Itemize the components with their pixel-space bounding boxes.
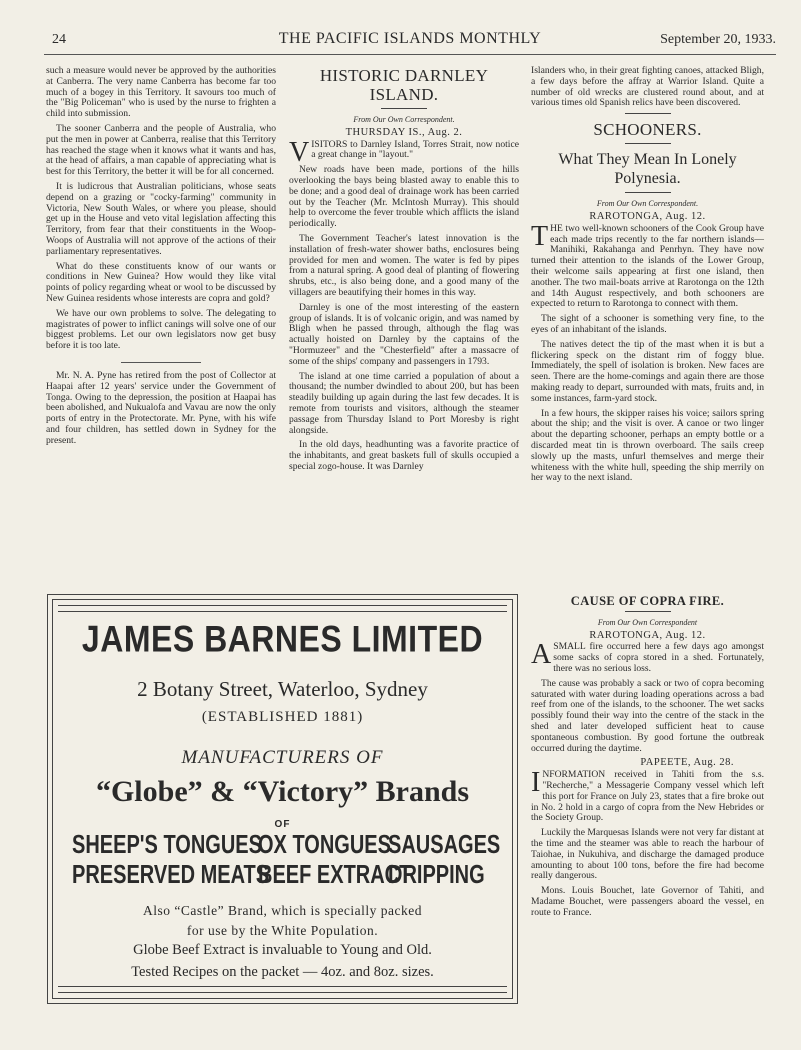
paragraph: Luckily the Marquesas Islands were not very far distant at the time and the steamer was able to reach the harbour of Taiohae, in Nukuhiva, and discharge the damaged produce amounting to about 100 tons, before the fire had become really dangerous.	[531, 827, 764, 882]
column-copra	[531, 596, 764, 923]
pyne-paragraph: Mr. N. A. Pyne has retired from the post of Collector at Haapai after 12 years' service under the Government of Tonga. Owing to the depression, the position at Haapai has been abolished, and Nukualofa and Vavau are now the only ports of entry in the Protectorate. Mr. Pyne, with his wife and four children, has settled down in Sydney for the present.	[46, 369, 276, 446]
darnley-byline: From Our Own Correspondent.	[353, 115, 455, 124]
ad-globe-note	[58, 939, 507, 983]
lead-text: HE two well-known schooners of the Cook Group have each made trips recently to the far northern islands— Manihiki, Rakahanga and Penrhyn. They have now turned their attention to the islands of the Lower Group, their welcome sails appearing at first one island, then another. The two mail-boats arrive at Rarotonga on the 12th and 14th August respectively, and both schooners are expected to return to Rarotonga to connect with them.	[531, 222, 764, 310]
divider	[625, 192, 671, 193]
border-strip	[58, 605, 507, 612]
masthead: THE PACIFIC ISLANDS MONTHLY	[278, 30, 542, 47]
divider	[625, 143, 671, 144]
issue-date: September 20, 1933.	[660, 32, 776, 47]
ad-address: 2 Botany Street, Waterloo, Sydney	[137, 677, 428, 701]
divider	[381, 108, 427, 109]
paragraph: In the old days, headhunting was a favorite practice of the inhabitants, and great baskets full of skulls occupied a special zogo-house. It was Darnley	[289, 439, 519, 472]
paragraph: The cause was probably a sack or two of copra becoming saturated with water during loading operations across a bad reef from one of the islands, to the schooner. The wet sacks possibly found their way into the centre of the stack in the shed and later developed sufficient heat to cause spontaneous combustion. By good fortune the outbreak occurred during the daytime.	[531, 677, 764, 754]
paragraph: The sight of a schooner is something very fine, to the eyes of an inhabitant of the islands.	[531, 313, 764, 335]
darnley-headline: HISTORIC DARNLEY ISLAND.	[319, 66, 489, 104]
paragraph: It is ludicrous that Australian politicians, whose seats depend on a grazing or "cocky-farming" community in Victoria, New South Wales, or where you please, should get up in the House and veto vital legislation affecting this Territory, from fear that their constituents in the Woop-Woops of Australia will not approve of the actions of their parliamentary representatives.	[46, 180, 276, 257]
paragraph: New roads have been made, portions of the hills overlooking the bays being blasted away to enable this to be done; and a good deal of drainage work has been carried out by the Teacher (Mr. McIntosh Murray). This should help to overcome the fever trouble which afflicts the island periodically.	[289, 164, 519, 230]
schooners-byline: From Our Own Correspondent.	[596, 199, 699, 209]
papeete-lead	[531, 767, 764, 824]
ad-castle-note	[58, 901, 507, 941]
paragraph: such a measure would never be approved by the authorities at Canberra. The very name Canberra has become far too much of a bogey in this Territory. It savours too much of the "Big Policeman" who is used by the nurse to frighten a child into submission.	[46, 65, 276, 120]
column-editorial	[46, 66, 276, 451]
paragraph: Darnley is one of the most interesting of the eastern group of islands. It is of volcanic origin, and was named by Bligh when he passed through, although the flag was actually hoisted on Darnley by the captains of the "Hormuzeer" and the "Chesterfield" after a massacre of some of the ships' company and passengers in 1793.	[289, 301, 519, 367]
product-preserved-meats: PRESERVED MEATS	[72, 861, 270, 890]
paragraph: We have our own problems to solve. The delegating to magistrates of power to inflict canings will solve one of our biggest problems. Let our own legislators now get busy before it is too late.	[46, 307, 276, 352]
darnley-dateline: THURSDAY IS., Aug. 2.	[345, 126, 463, 138]
schooners-lead	[531, 220, 764, 310]
paragraph: What do these constituents know of our wants or conditions in New Guinea? How would they like vital points of policy regarding wheat or wool to be discussed by New Guinea residents whose interests are copra and gold?	[46, 260, 276, 304]
advertisement	[47, 594, 518, 1004]
drop-cap: I	[531, 767, 541, 799]
paragraph: The sooner Canberra and the people of Australia, who put the men in power at Canberra, realise that this Territory has reached the stage when it knows what it wants and has, at the head of affairs, a man capable of appreciating what is best for this Territory, the better it will be for all concerned.	[46, 122, 276, 178]
schooners-headline: SCHOONERS.	[593, 120, 702, 140]
ad-established: (ESTABLISHED 1881)	[201, 709, 364, 725]
lead-text: NFORMATION received in Tahiti from the s.s. "Recherche," a Messagerie Company vessel which left this port for France on July 23, states that a fire broke out in No. 2 hold in a cargo of copra from the New Hebrides or the Society Group.	[531, 769, 764, 824]
product-dripping: DRIPPING	[388, 861, 485, 890]
ad-globe-line-1: Globe Beef Extract is invaluable to Young and Old.	[133, 942, 432, 958]
drop-cap: T	[531, 220, 549, 252]
ad-castle-line-2: for use by the White Population.	[186, 923, 379, 938]
advertisement-inner	[58, 605, 507, 993]
divider	[625, 611, 671, 612]
paragraph: Mons. Louis Bouchet, late Governor of Tahiti, and Madame Bouchet, were passengers aboard the vessel, en route to France.	[531, 885, 764, 918]
copra-byline: From Our Own Correspondent	[597, 617, 698, 627]
paragraph: The natives detect the tip of the mast when it is but a flickering speck on the distant rim of foggy blue. Immediately, the spell of isolation is broken. New faces are seen. There are the home-comings and again there are those making ready to depart, surrounded with mats, fruits and, in some instances, farm-yard stock.	[531, 338, 764, 404]
ad-globe-line-2: Tested Recipes on the packet — 4oz. and 8oz. sizes.	[131, 964, 434, 980]
copra-headline: CAUSE OF COPRA FIRE.	[570, 594, 725, 608]
page-number: 24	[52, 32, 66, 47]
paragraph: The Government Teacher's latest innovation is the installation of fresh-water shower baths, enclosures being provided for men and women. The water is fed by pipes from a natural spring. A good deal of planting of flowering shrubs, etc., is also being done, and a good many of the villagers are beautifying their homes in this way.	[289, 232, 519, 298]
copra-dateline: RAROTONGA, Aug. 12.	[589, 629, 706, 641]
copra-lead	[531, 639, 764, 674]
divider	[121, 362, 201, 363]
border-strip	[58, 986, 507, 993]
product-sheeps-tongues: SHEEP'S TONGUES	[72, 831, 262, 860]
drop-cap: A	[531, 639, 552, 671]
ad-of: OF	[274, 819, 291, 830]
drop-cap: V	[289, 136, 310, 168]
darnley-lead	[289, 136, 519, 168]
product-ox-tongues: OX TONGUES	[258, 831, 391, 860]
schooners-dateline: RAROTONGA, Aug. 12.	[589, 210, 706, 222]
divider	[625, 113, 671, 114]
ad-brands: “Globe” & “Victory” Brands	[95, 775, 470, 808]
lead-text: ISITORS to Darnley Island, Torres Strait, now notice a great change in "layout."	[311, 138, 519, 161]
column-schooners	[531, 66, 764, 488]
ad-castle-line-1: Also “Castle” Brand, which is specially packed	[142, 903, 423, 918]
ad-company-name: JAMES BARNES LIMITED	[81, 618, 484, 660]
schooners-subheadline: What They Mean In Lonely Polynesia.	[558, 151, 737, 188]
lead-text: SMALL fire occurred here a few days ago amongst some sacks of copra stored in a shed. Fortunately, there was no serious loss.	[553, 641, 764, 674]
paragraph: Islanders who, in their great fighting canoes, attacked Bligh, a few days before the affray at Warrior Island. Quite a number of old wrecks are clustered round about, and at various times old Spanish relics have been discovered.	[531, 65, 764, 109]
page-header	[44, 30, 776, 55]
product-beef-extract: BEEF EXTRACT	[258, 861, 412, 890]
paragraph: The island at one time carried a population of about a thousand; the number dwindled to about 200, but has been steadily building up again during the last few decades. It is remote from tourists and visitors, although the steamer passage from Thursday Island to Port Moresby is right alongside.	[289, 370, 519, 436]
paragraph: In a few hours, the skipper raises his voice; sailors spring about the ship; and the visit is over. A canoe or two linger about the departing schooner, perhaps an empty bottle or a discarded meat tin is thrown overboard. The sails creep slowly up the masts, unfurl themselves and merge their whiteness with the white hull, speeding the ship merrily on her way to the next island.	[531, 407, 764, 484]
column-darnley	[289, 66, 519, 477]
product-sausages: SAUSAGES	[388, 831, 501, 860]
papeete-dateline: PAPEETE, Aug. 28.	[640, 757, 734, 769]
ad-manufacturers: MANUFACTURERS OF	[181, 747, 384, 768]
